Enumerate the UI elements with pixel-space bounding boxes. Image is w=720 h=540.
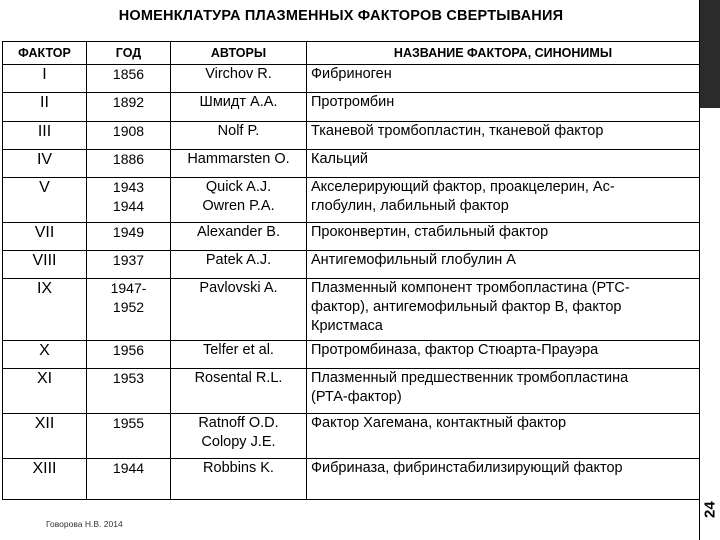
table-row: [3, 369, 700, 414]
cell-name: [307, 341, 700, 369]
cell-authors: [171, 150, 307, 178]
coagulation-factors-table: [2, 41, 700, 500]
table-row: [3, 459, 700, 500]
cell-name-line: Плазменный компонент тромбопластина (РТС-: [311, 280, 630, 296]
cell-year: [87, 150, 171, 178]
cell-name: [307, 65, 700, 93]
cell-year: [87, 341, 171, 369]
cell-factor: IX: [3, 279, 87, 341]
cell-authors: [171, 65, 307, 93]
cell-authors-line: Rosental R.L.: [194, 370, 283, 386]
header-factor: ФАКТОР: [3, 42, 87, 65]
cell-name-line: Фактор Хагемана, контактный фактор: [311, 415, 567, 431]
cell-authors: [171, 251, 307, 279]
cell-year-line: 1943: [112, 179, 145, 195]
table-row: [3, 122, 700, 150]
cell-factor: I: [3, 65, 87, 93]
cell-factor: III: [3, 122, 87, 150]
cell-year-line: 1856: [112, 66, 145, 82]
table-body: [3, 65, 700, 500]
cell-name-line: Кристмаса: [311, 318, 383, 334]
table-row: [3, 65, 700, 93]
cell-authors: [171, 459, 307, 500]
table-row: [3, 341, 700, 369]
cell-year-line: 1952: [112, 299, 145, 315]
cell-year-line: 1947-: [110, 280, 147, 296]
cell-name: [307, 93, 700, 122]
cell-authors: [171, 93, 307, 122]
cell-name-line: Протромбиназа, фактор Стюарта-Прауэра: [311, 342, 599, 358]
cell-authors-line: Virchov R.: [205, 66, 272, 82]
cell-year: [87, 414, 171, 459]
footer-author: Говорова Н.В. 2014: [46, 519, 123, 529]
cell-year: [87, 223, 171, 251]
cell-name-line: фактор), антигемофильный фактор В, фактор: [311, 299, 622, 315]
cell-year-line: 1886: [112, 151, 145, 167]
cell-year: [87, 369, 171, 414]
cell-year-line: 1949: [112, 224, 145, 240]
cell-year: [87, 459, 171, 500]
cell-factor: V: [3, 178, 87, 223]
cell-name: [307, 178, 700, 223]
page-title: НОМЕНКЛАТУРА ПЛАЗМЕННЫХ ФАКТОРОВ СВЕРТЫВАНИЯ: [118, 8, 564, 24]
cell-name-line: Фибриназа, фибринстабилизирующий фактор: [311, 460, 623, 476]
header-name: НАЗВАНИЕ ФАКТОРА, СИНОНИМЫ: [307, 42, 700, 65]
cell-year-line: 1908: [112, 123, 145, 139]
cell-name: [307, 251, 700, 279]
table-header-row: [3, 42, 700, 65]
page-number: 24: [701, 501, 719, 519]
cell-factor: IV: [3, 150, 87, 178]
cell-factor: X: [3, 341, 87, 369]
cell-authors: [171, 223, 307, 251]
cell-authors-line: Robbins K.: [203, 460, 274, 476]
table-row: [3, 223, 700, 251]
cell-name-line: Антигемофильный глобулин А: [311, 252, 516, 268]
cell-name-line: Фибриноген: [311, 66, 392, 82]
cell-authors-line: Patek A.J.: [205, 252, 272, 268]
cell-name: [307, 122, 700, 150]
cell-year: [87, 93, 171, 122]
cell-authors: [171, 122, 307, 150]
header-authors: АВТОРЫ: [171, 42, 307, 65]
cell-name: [307, 279, 700, 341]
cell-year: [87, 122, 171, 150]
cell-authors-line: Pavlovski A.: [199, 280, 278, 296]
cell-name-line: (РТА-фактор): [311, 389, 402, 405]
cell-authors-line: Alexander B.: [196, 224, 281, 240]
cell-year-line: 1955: [112, 415, 145, 431]
cell-name-line: Проконвертин, стабильный фактор: [311, 224, 549, 240]
cell-factor: XII: [3, 414, 87, 459]
cell-authors-line: Hammarsten O.: [187, 151, 290, 167]
cell-name-line: Протромбин: [311, 94, 395, 110]
cell-authors: [171, 178, 307, 223]
cell-year: [87, 279, 171, 341]
cell-authors: [171, 279, 307, 341]
cell-year: [87, 251, 171, 279]
cell-name-line: глобулин, лабильный фактор: [311, 198, 509, 214]
header-year: ГОД: [87, 42, 171, 65]
side-bar-accent: [700, 0, 720, 108]
cell-factor: XI: [3, 369, 87, 414]
cell-name: [307, 223, 700, 251]
cell-factor: VIII: [3, 251, 87, 279]
cell-name-line: Кальций: [311, 151, 369, 167]
cell-year-line: 1956: [112, 342, 145, 358]
cell-year-line: 1944: [112, 198, 145, 214]
cell-name: [307, 414, 700, 459]
cell-name-line: Плазменный предшественник тромбопластина: [311, 370, 629, 386]
cell-year-line: 1944: [112, 460, 145, 476]
table-row: [3, 251, 700, 279]
side-bar: [699, 0, 720, 540]
table-row: [3, 93, 700, 122]
cell-authors-line: Owren P.A.: [202, 198, 275, 214]
cell-name: [307, 369, 700, 414]
cell-factor: II: [3, 93, 87, 122]
cell-authors-line: Colopy J.E.: [201, 434, 276, 450]
cell-factor: VII: [3, 223, 87, 251]
cell-name: [307, 459, 700, 500]
cell-name: [307, 150, 700, 178]
cell-authors-line: Telfer et al.: [203, 342, 274, 358]
cell-authors: [171, 414, 307, 459]
cell-year-line: 1892: [112, 94, 145, 110]
cell-year: [87, 65, 171, 93]
cell-name-line: Тканевой тромбопластин, тканевой фактор: [311, 123, 604, 139]
table-row: [3, 414, 700, 459]
table-row: [3, 279, 700, 341]
cell-authors: [171, 369, 307, 414]
cell-year-line: 1937: [112, 252, 145, 268]
cell-authors-line: Шмидт А.А.: [199, 94, 278, 110]
cell-year: [87, 178, 171, 223]
cell-authors: [171, 341, 307, 369]
cell-name-line: Акселерирующий фактор, проакцелерин, Ас-: [311, 179, 615, 195]
table-row: [3, 150, 700, 178]
table-row: [3, 178, 700, 223]
cell-authors-line: Nolf P.: [217, 123, 260, 139]
cell-factor: XIII: [3, 459, 87, 500]
cell-year-line: 1953: [112, 370, 145, 386]
cell-authors-line: Quick A.J.: [205, 179, 272, 195]
cell-authors-line: Ratnoff O.D.: [198, 415, 279, 431]
